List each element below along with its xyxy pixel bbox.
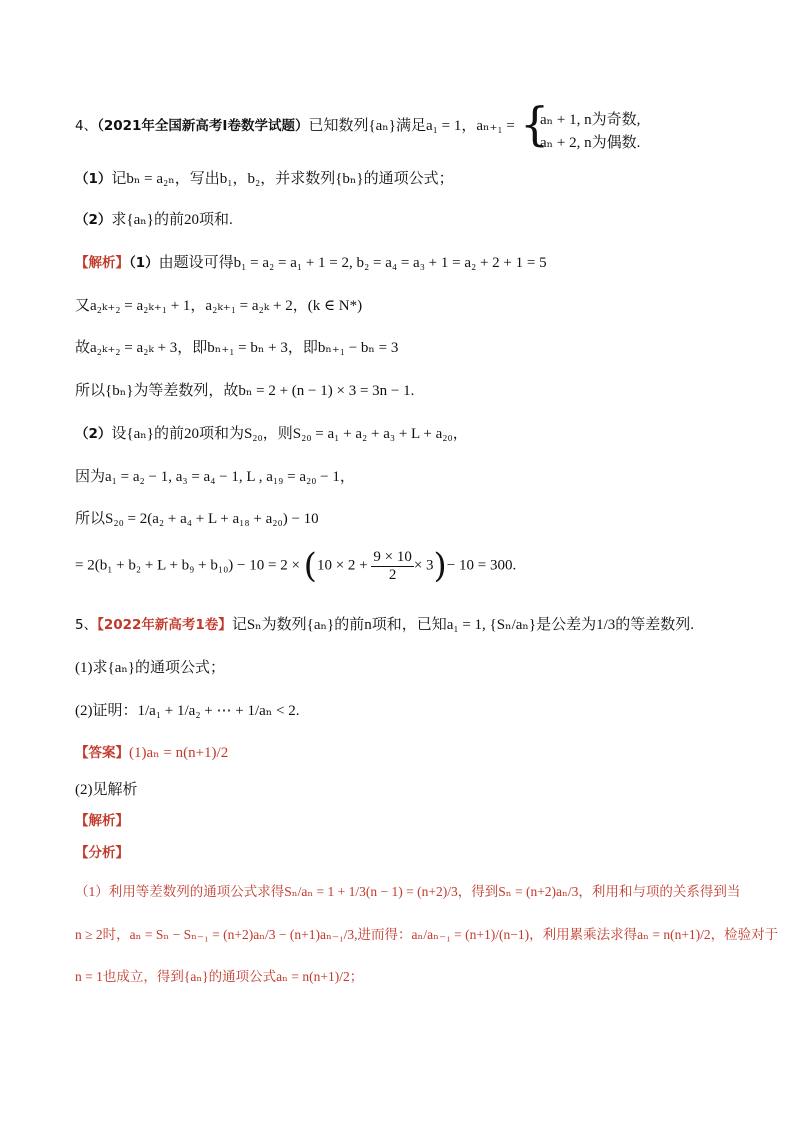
q4-part2-number: （2） bbox=[75, 212, 112, 228]
q4-case-even: aₙ + 2, n为偶数. bbox=[540, 135, 641, 151]
q4-part2 bbox=[75, 213, 233, 228]
q5-source: 【2022年新高考1卷】 bbox=[97, 617, 232, 633]
q5-answer2: (2)见解析 bbox=[75, 782, 138, 798]
q5-analysis-line-1: （1）利用等差数列的通项公式求得Sₙ/aₙ = 1 + 1/3(n − 1) = (n+2)/3，得到Sₙ = (n+2)aₙ/3，利用和与项的关系得到当 bbox=[75, 884, 741, 899]
q4-sol5-text: 设{aₙ}的前20项和为S₂₀，则S₂₀ = a₁ + a₂ + a₃ + L + a₂₀， bbox=[111, 426, 468, 442]
q4-part1 bbox=[75, 172, 454, 187]
left-paren: ( bbox=[303, 546, 317, 586]
q4-sol8-frac-den: 2 bbox=[388, 566, 397, 583]
right-paren: ) bbox=[433, 546, 447, 586]
q4-jiexi-tag: 【解析】 bbox=[75, 255, 129, 271]
q4-solution-line-4: 所以{bₙ}为等差数列，故bₙ = 2 + (n − 1) × 3 = 3n − 1. bbox=[75, 383, 415, 399]
q4-stem-line bbox=[75, 119, 515, 134]
q4-part2-text: 求{aₙ}的前20项和. bbox=[111, 212, 233, 228]
q4-solution-line-2: 又a₂ₖ₊₂ = a₂ₖ₊₁ + 1，a₂ₖ₊₁ = a₂ₖ + 2，(k ∈ N*) bbox=[75, 298, 363, 314]
q5-analysis-line-3: n = 1也成立，得到{aₙ}的通项公式aₙ = n(n+1)/2； bbox=[75, 969, 364, 984]
q4-number: 4、 bbox=[75, 118, 98, 134]
q5-answer-tag: 【答案】 bbox=[75, 745, 129, 761]
q4-part1-number: （1） bbox=[75, 171, 112, 187]
q5-fenxi-tag: 【分析】 bbox=[75, 845, 129, 861]
q4-part1-text: 记bₙ = a₂ₙ，写出b₁，b₂，并求数列{bₙ}的通项公式； bbox=[111, 171, 454, 187]
q4-case-odd: aₙ + 1, n为奇数, bbox=[540, 112, 641, 128]
q4-solution-line-1 bbox=[75, 256, 547, 271]
q4-solution-line-3: 故a₂ₖ₊₂ = a₂ₖ + 3，即bₙ₊₁ = bₙ + 3，即bₙ₊₁ − bₙ = 3 bbox=[75, 340, 399, 356]
q5-analysis-line-2: n ≥ 2时，aₙ = Sₙ − Sₙ₋₁ = (n+2)aₙ/3 − (n+1)aₙ₋₁/3,进而得：aₙ/aₙ₋₁ = (n+1)/(n−1)，利用累乘法求得aₙ = n(n+1)/2，检验对于 bbox=[75, 927, 779, 942]
q5-answer1: (1)aₙ = n(n+1)/2 bbox=[129, 745, 229, 761]
q5-part2: (2)证明：1/a₁ + 1/a₂ + ⋯ + 1/aₙ < 2. bbox=[75, 703, 300, 719]
piecewise-brace: { bbox=[520, 97, 550, 151]
q4-solution-line-6: 因为a₁ = a₂ − 1, a₃ = a₄ − 1, L , a₁₉ = a₂₀ − 1， bbox=[75, 469, 355, 485]
q4-sol8-left: = 2(b₁ + b₂ + L + b₉ + b₁₀) − 10 = 2 × bbox=[75, 557, 300, 574]
q4-sol8-frac-num: 9 × 10 bbox=[373, 549, 412, 565]
q4-sol1-number: （1） bbox=[129, 255, 159, 271]
q4-source: （2021年全国新高考Ⅰ卷数学试题） bbox=[97, 118, 309, 134]
q4-solution-line-8: = 2(b₁ + b₂ + L + b₉ + b₁₀) − 10 = 2 × (10 × 2 + $\frac{9 \times 10}{2}$ × 3)− 10 = 300. bbox=[75, 546, 517, 586]
q5-stem: 记Sₙ为数列{aₙ}的前n项和，已知a₁ = 1, {Sₙ/aₙ}是公差为1/3的等差数列. bbox=[231, 617, 695, 633]
q5-number: 5、 bbox=[75, 617, 98, 633]
q4-sol8-right: = 300. bbox=[477, 557, 517, 574]
q5-jiexi-tag: 【解析】 bbox=[75, 813, 129, 829]
q4-sol8-fraction bbox=[371, 549, 413, 583]
q5-stem-line bbox=[75, 618, 694, 633]
q4-solution-line-7: 所以S₂₀ = 2(a₂ + a₄ + L + a₁₈ + a₂₀) − 10 bbox=[75, 511, 319, 527]
q5-answer-line bbox=[75, 746, 228, 761]
q4-stem: 已知数列{aₙ}满足a₁ = 1，aₙ₊₁ = bbox=[308, 118, 515, 134]
q4-sol5-number: （2） bbox=[75, 426, 112, 442]
q4-solution-line-5 bbox=[75, 427, 468, 442]
q4-sol1-text: 由题设可得b₁ = a₂ = a₁ + 1 = 2, b₂ = a₄ = a₃ + 1 = a₂ + 2 + 1 = 5 bbox=[158, 255, 547, 271]
q5-part1: (1)求{aₙ}的通项公式； bbox=[75, 660, 226, 676]
